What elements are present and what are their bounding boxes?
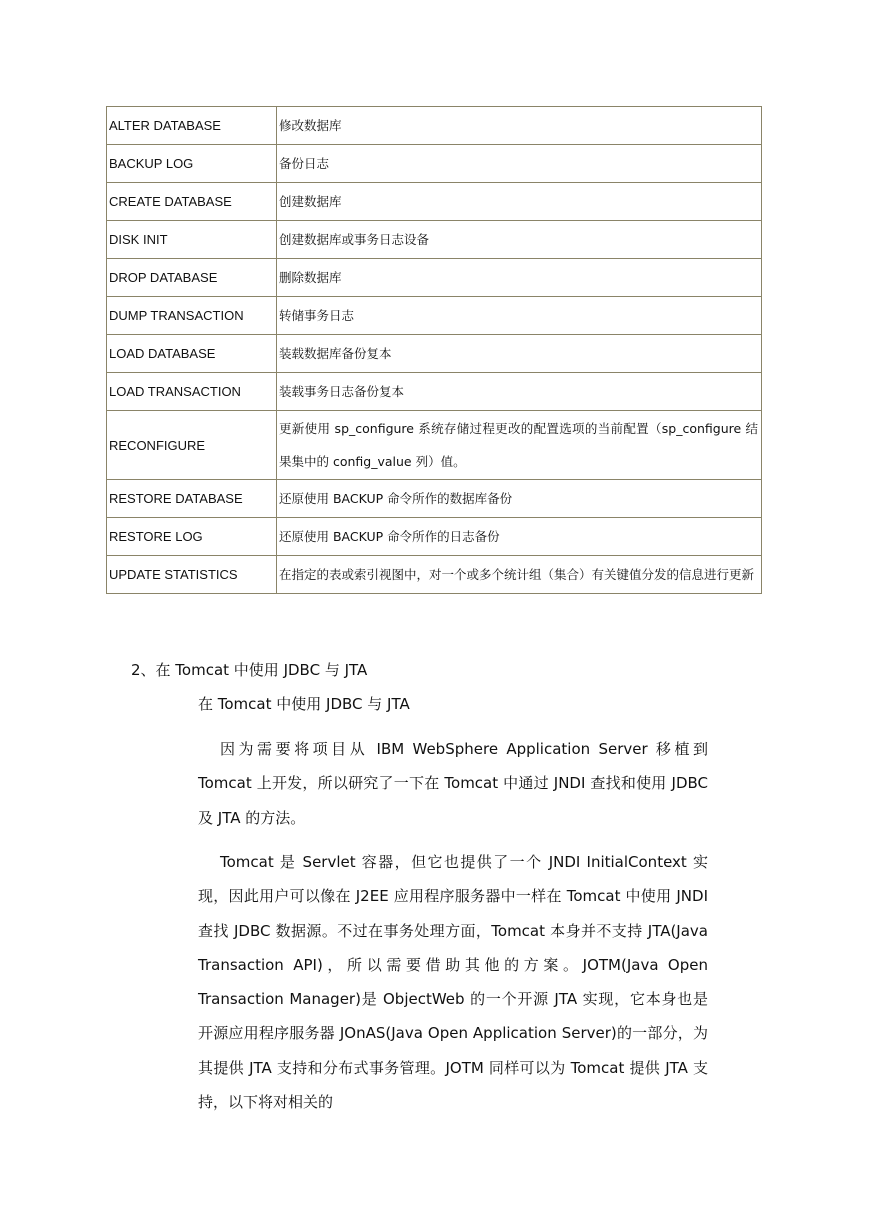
command-cell: UPDATE STATISTICS — [107, 556, 277, 594]
description-cell: 创建数据库或事务日志设备 — [277, 221, 762, 259]
command-cell: DROP DATABASE — [107, 259, 277, 297]
description-cell: 装载事务日志备份复本 — [277, 373, 762, 411]
command-cell: LOAD DATABASE — [107, 335, 277, 373]
command-cell: CREATE DATABASE — [107, 183, 277, 221]
table-row — [107, 259, 762, 297]
table-row — [107, 373, 762, 411]
body-paragraph: Tomcat 是 Servlet 容器，但它也提供了一个 JNDI InitialContext 实现，因此用户可以像在 J2EE 应用程序服务器中一样在 Tomcat 中使用 JNDI 查找 JDBC 数据源。不过在事务处理方面，Tomcat 本身并不支持 JTA(Java Transaction API)，所以需要借助其他的方案。JOTM(Java Open Transaction Manager)是 ObjectWeb 的一个开源 JTA 实现，它本身也是开源应用程序服务器 JOnAS(Java Open Application Server)的一部分，为其提供 JTA 支持和分布式事务管理。JOTM 同样可以为 Tomcat 提供 JTA 支持，以下将对相关的 — [198, 853, 708, 1112]
description-cell: 还原使用 BACKUP 命令所作的数据库备份 — [277, 480, 762, 518]
command-cell: RESTORE DATABASE — [107, 480, 277, 518]
description-cell: 转储事务日志 — [277, 297, 762, 335]
table-row — [107, 107, 762, 145]
command-table — [106, 106, 762, 594]
table-row — [107, 221, 762, 259]
command-cell: RECONFIGURE — [107, 411, 277, 480]
command-cell: DISK INIT — [107, 221, 277, 259]
table-row — [107, 183, 762, 221]
table-row — [107, 480, 762, 518]
command-cell: LOAD TRANSACTION — [107, 373, 277, 411]
description-cell: 修改数据库 — [277, 107, 762, 145]
command-cell: RESTORE LOG — [107, 518, 277, 556]
command-cell: DUMP TRANSACTION — [107, 297, 277, 335]
description-cell: 在指定的表或索引视图中，对一个或多个统计组（集合）有关键值分发的信息进行更新 — [277, 556, 762, 594]
table-row — [107, 518, 762, 556]
description-cell: 还原使用 BACKUP 命令所作的日志备份 — [277, 518, 762, 556]
table-row — [107, 145, 762, 183]
description-cell: 创建数据库 — [277, 183, 762, 221]
section-subheading: 在 Tomcat 中使用 JDBC 与 JTA — [198, 695, 410, 713]
table-row — [107, 335, 762, 373]
table-row — [107, 556, 762, 594]
table-row — [107, 297, 762, 335]
body-paragraph: 因为需要将项目从 IBM WebSphere Application Server 移植到 Tomcat 上开发，所以研究了一下在 Tomcat 中通过 JNDI 查找和使用 JDBC 及 JTA 的方法。 — [198, 740, 708, 827]
description-cell: 删除数据库 — [277, 259, 762, 297]
description-cell: 装载数据库备份复本 — [277, 335, 762, 373]
description-cell: 更新使用 sp_configure 系统存储过程更改的配置选项的当前配置（sp_configure 结果集中的 config_value 列）值。 — [277, 411, 762, 480]
command-cell: BACKUP LOG — [107, 145, 277, 183]
description-cell: 备份日志 — [277, 145, 762, 183]
section-heading: 2、在 Tomcat 中使用 JDBC 与 JTA — [131, 661, 368, 679]
command-cell: ALTER DATABASE — [107, 107, 277, 145]
table-row — [107, 411, 762, 480]
